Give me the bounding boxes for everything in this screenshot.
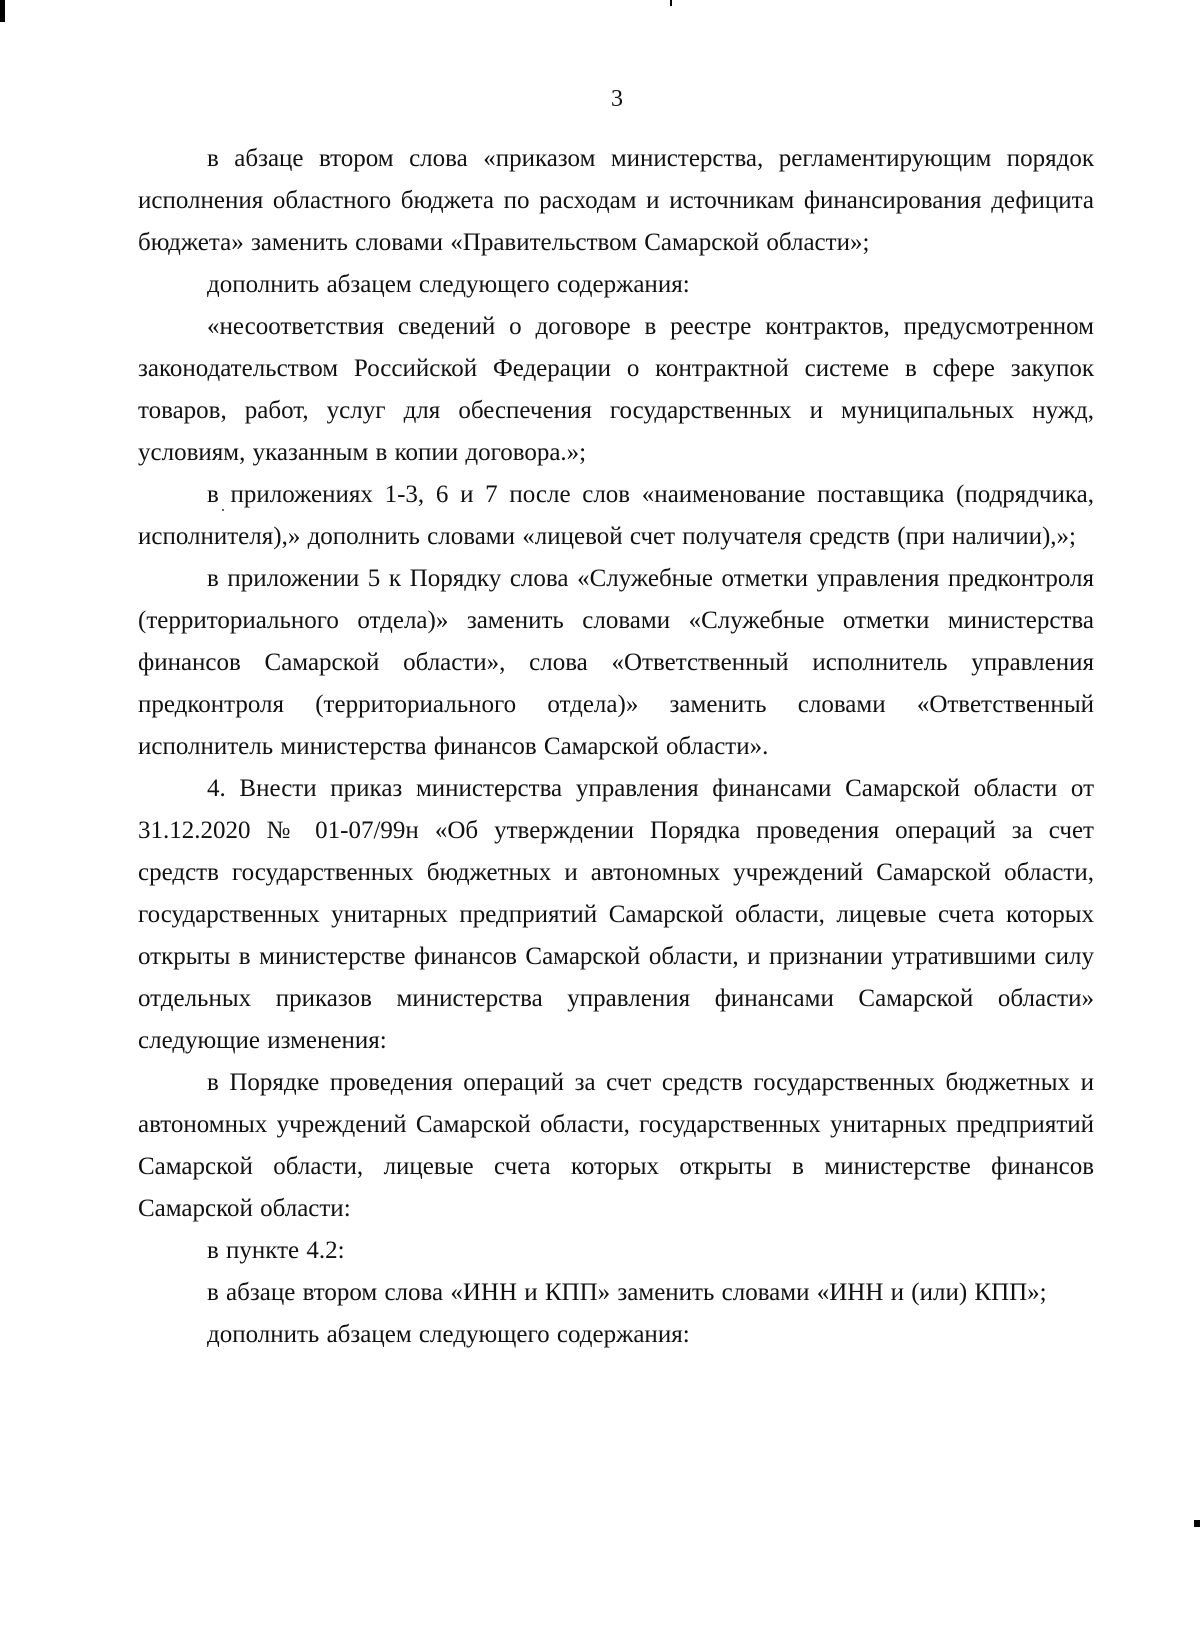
paragraph: дополнить абзацем следующего содержания: [207,1321,690,1348]
scan-edge-mark [1194,1520,1200,1527]
scan-edge-mark [0,0,5,22]
paragraph: дополнить абзацем следующего содержания: [207,271,690,298]
paragraph: 4. Внести приказ министерства управления финансами Самарской области от 31.12.2020 № 01-07/99н «Об утверждении Порядка проведения операций за счет средств государственных бюджетных и автономных учреждений Самарской области, государственных унитарных предприятий Самарской области, лицевые счета которых открыты в министерстве финансов Самарской области, и признании утратившими силу отдельных приказов министерства управления финансами Самарской области» следующие изменения: [138,775,1094,1054]
paragraph: в Порядке проведения операций за счет средств государственных бюджетных и автономных учреждений Самарской области, государственных унитарных предприятий Самарской области, лицевые счета которых открыты в министерстве финансов Самарской области: [138,1069,1094,1222]
paragraph: «несоответствия сведений о договоре в реестре контрактов, предусмотренном законодательством Российской Федерации о контрактной системе в сфере закупок товаров, работ, услуг для обеспечения государственных и муниципальных нужд, условиям, указанным в копии договора.»; [138,313,1094,466]
paragraph: в абзаце втором слова «ИНН и КПП» заменить словами «ИНН и (или) КПП»; [207,1279,1047,1306]
scan-edge-mark [670,0,672,6]
page-number: 3 [611,86,623,112]
paragraph: в пункте 4.2: [207,1237,345,1264]
paragraph: в приложениях 1-3, 6 и 7 после слов «наименование поставщика (подрядчика, исполнителя),» дополнить словами «лицевой счет получателя средств (при наличии),»; [138,481,1094,550]
document-body [138,138,1094,1356]
paragraph: в приложении 5 к Порядку слова «Служебные отметки управления предконтроля (территориального отдела)» заменить словами «Служебные отметки министерства финансов Самарской области», слова «Ответственный исполнитель управления предконтроля (территориального отдела)» заменить словами «Ответственный исполнитель министерства финансов Самарской области». [138,565,1094,760]
paragraph: в абзаце втором слова «приказом министерства, регламентирующим порядок исполнения областного бюджета по расходам и источникам финансирования дефицита бюджета» заменить словами «Правительством Самарской области»; [138,145,1094,256]
